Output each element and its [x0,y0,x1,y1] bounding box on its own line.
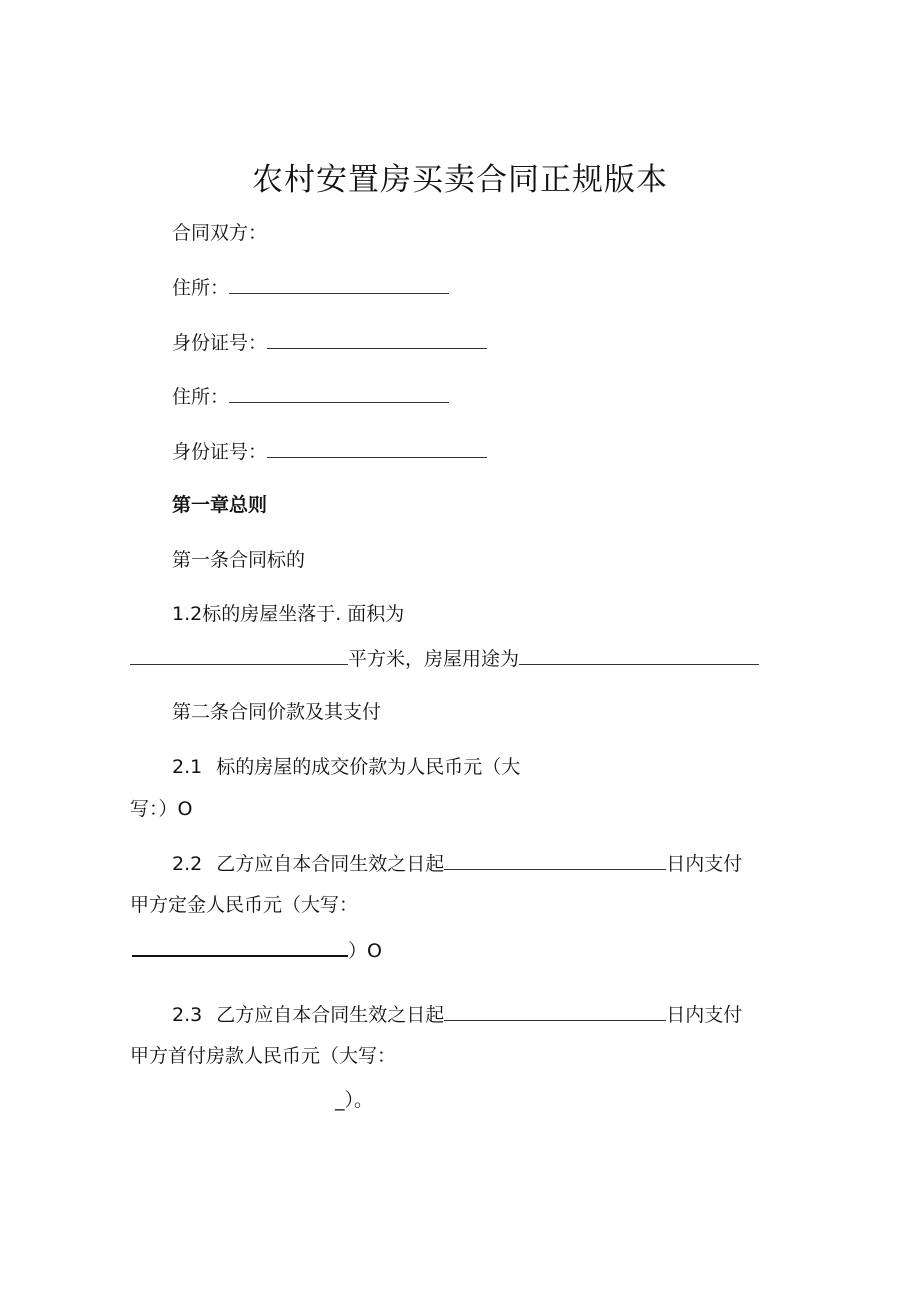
article-2-heading: 第二条合同价款及其支付 [172,701,382,723]
party-a-address [172,275,449,300]
clause-text: 标的房屋的成交价款为人民币元（大 [216,756,521,778]
party-b-id [172,439,487,464]
days-blank [444,851,666,870]
clause-text: 乙方应自本合同生效之日起 [216,1004,445,1026]
clause-1-2: 1.2标的房屋坐落于. 面积为 [172,603,405,625]
id-blank [267,330,487,349]
id-label: 身份证号： [172,332,268,354]
address-label: 住所： [172,277,230,299]
address-label: 住所： [172,386,230,408]
usage-blank [519,646,759,665]
area-blank [130,646,348,665]
clause-1-2-cont [130,646,759,671]
clause-2-2 [172,851,742,876]
clause-2-3-close: _）。 [335,1089,374,1111]
clause-2-3 [172,1002,742,1027]
clause-close: ）O [348,940,382,962]
parties-label: 合同双方： [172,222,268,244]
clause-2-2-line3 [132,937,382,963]
clause-2-2-line2: 甲方定金人民币元（大写： [130,894,359,916]
clause-text-end: 日内支付 [666,853,743,875]
clause-2-3-line2: 甲方首付房款人民币元（大写： [130,1045,397,1067]
chapter-heading: 第一章总则 [172,494,268,516]
article-1-heading: 第一条合同标的 [172,549,306,571]
clause-number: 2.2 [172,853,203,875]
id-blank [267,439,487,458]
clause-number: 2.3 [172,1004,203,1026]
amount-blank [132,937,348,957]
address-blank [229,384,449,403]
clause-2-1-cont: 写：）O [130,798,193,820]
clause-2-1 [172,755,520,779]
clause-text: 乙方应自本合同生效之日起 [216,853,445,875]
clause-text-end: 日内支付 [666,1004,743,1026]
address-blank [229,275,449,294]
area-unit: 平方米，房屋用途为 [348,648,520,670]
days-blank [444,1002,666,1021]
document-title: 农村安置房买卖合同正规版本 [252,162,668,198]
party-a-id [172,330,487,355]
party-b-address [172,384,449,409]
id-label: 身份证号： [172,441,268,463]
clause-number: 2.1 [172,756,203,778]
